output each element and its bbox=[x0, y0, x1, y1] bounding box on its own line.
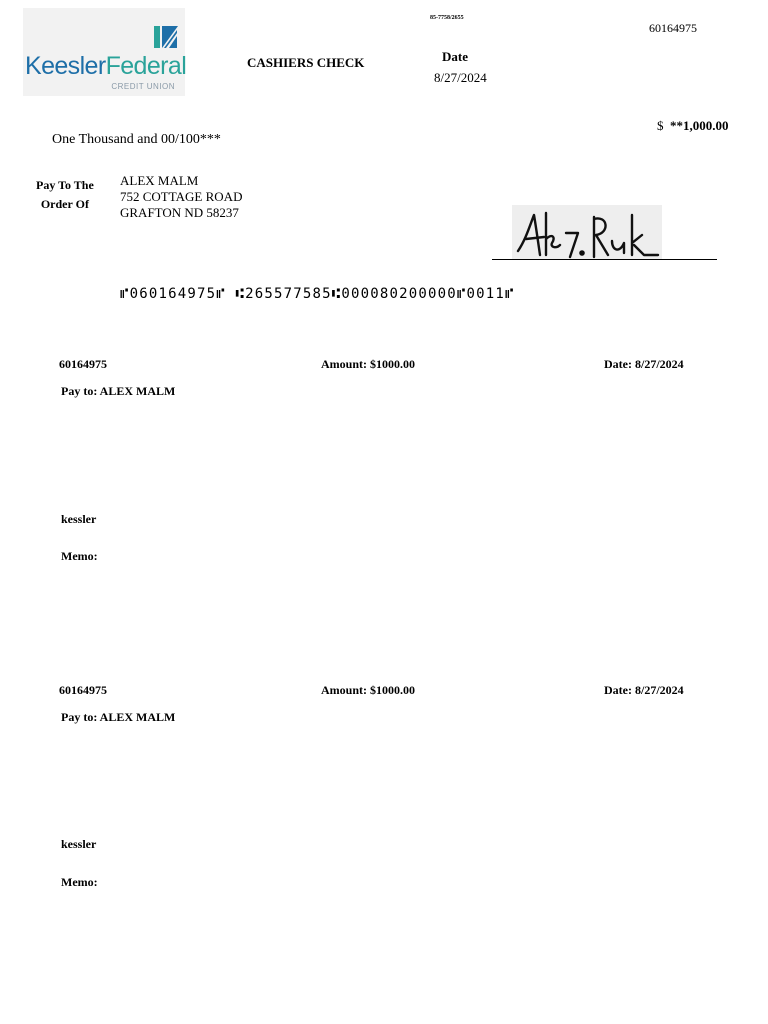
payee-block bbox=[120, 173, 242, 221]
check-number: 60164975 bbox=[649, 21, 697, 35]
stub-amount: Amount: $1000.00 bbox=[321, 683, 416, 697]
stub-bank-name: kessler bbox=[61, 837, 97, 851]
amount-box bbox=[657, 118, 729, 134]
stub-amount: Amount: $1000.00 bbox=[321, 357, 416, 371]
bank-logo-subtitle: CREDIT UNION bbox=[111, 82, 175, 91]
stub-memo: Memo: bbox=[61, 875, 98, 889]
signature-image bbox=[512, 203, 662, 261]
check-title: CASHIERS CHECK bbox=[247, 55, 365, 70]
stub-check-number: 60164975 bbox=[59, 683, 107, 697]
stub-pay-to: Pay to: ALEX MALM bbox=[61, 710, 176, 724]
amount-numeric: **1,000.00 bbox=[670, 118, 729, 133]
bank-logo-wordmark: KeeslerFederal bbox=[25, 52, 187, 80]
pay-to-label-line1: Pay To The bbox=[36, 178, 94, 192]
signature-line bbox=[492, 259, 717, 260]
bank-logo-mark-icon bbox=[153, 24, 179, 50]
stub-pay-to: Pay to: ALEX MALM bbox=[61, 384, 176, 398]
stub-date: Date: 8/27/2024 bbox=[604, 683, 684, 697]
pay-to-label bbox=[36, 176, 94, 214]
routing-fraction: 85-7758/2655 bbox=[430, 15, 464, 21]
stub-memo: Memo: bbox=[61, 549, 98, 563]
payee-address-line2: GRAFTON ND 58237 bbox=[120, 205, 239, 220]
date-value: 8/27/2024 bbox=[434, 70, 487, 85]
amount-in-words: One Thousand and 00/100*** bbox=[52, 132, 221, 147]
payee-address-line1: 752 COTTAGE ROAD bbox=[120, 189, 243, 204]
stub-check-number: 60164975 bbox=[59, 357, 107, 371]
bank-logo bbox=[23, 8, 185, 96]
date-label: Date bbox=[442, 49, 468, 64]
amount-currency-symbol: $ bbox=[657, 118, 664, 133]
micr-line: ⑈060164975⑈ ⑆265577585⑆000080200000⑈0011⑈ bbox=[120, 286, 515, 302]
stub-date: Date: 8/27/2024 bbox=[604, 357, 684, 371]
payee-name: ALEX MALM bbox=[120, 173, 199, 188]
stub-bank-name: kessler bbox=[61, 512, 97, 526]
pay-to-label-line2: Order Of bbox=[40, 197, 89, 211]
